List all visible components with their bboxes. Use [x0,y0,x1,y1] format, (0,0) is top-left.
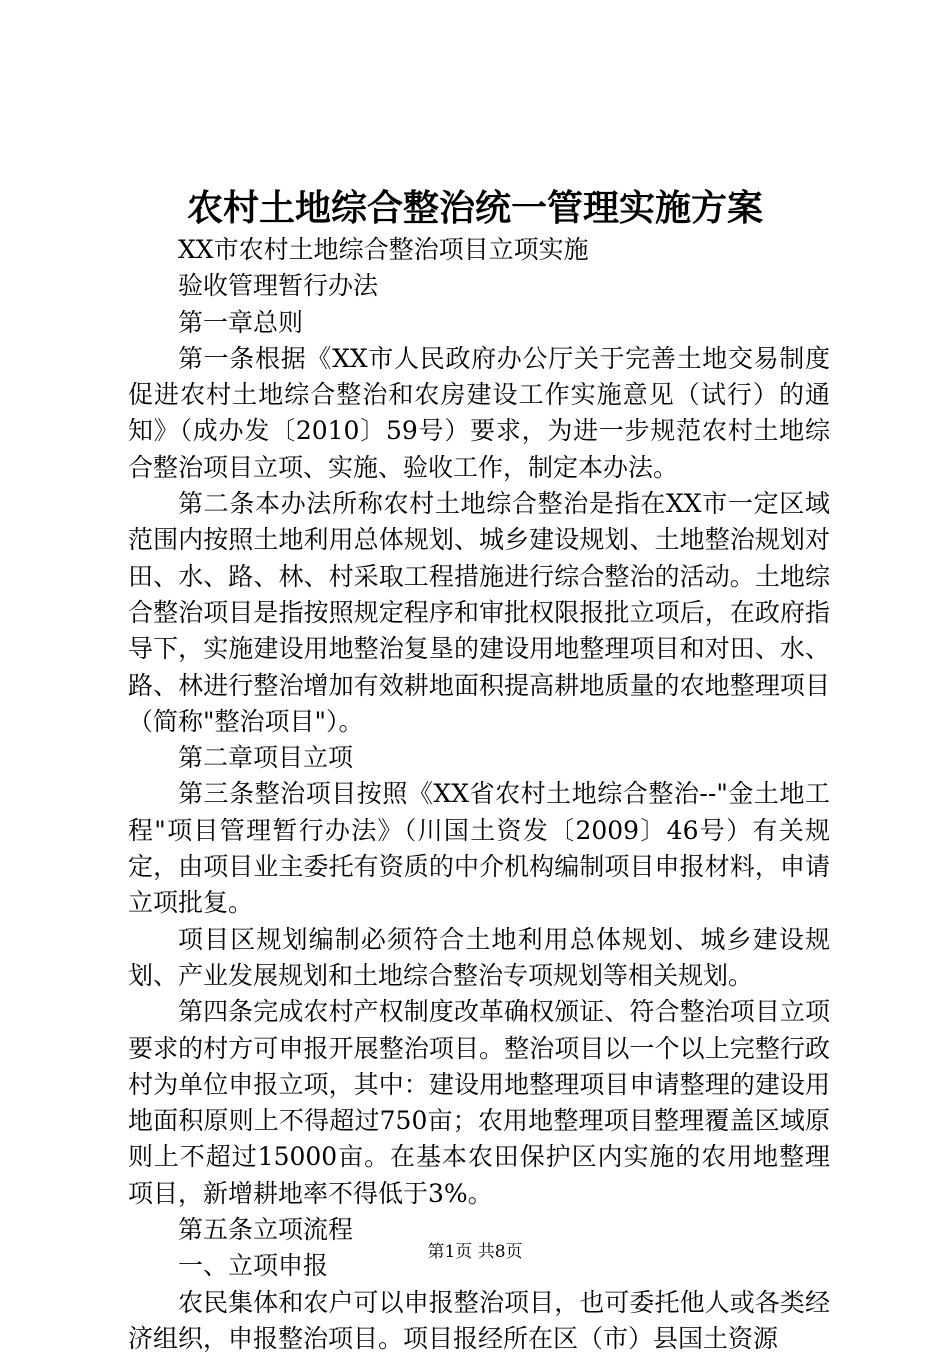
chapter-heading: 第一章总则 [178,307,304,337]
paragraph: 第三条整治项目按照《XX省农村土地综合整治--"金土地工程"项目管理暂行办法》（川国土资发〔2009〕46号）有关规定，由项目业主委托有资质的中介机构编制项目申报材料，申请立项批复。 [128,779,830,918]
page-footer: 第1页 共8页 [427,1242,523,1262]
section-heading: 第五条立项流程 [178,1215,354,1245]
section-heading: 一、立项申报 [178,1251,329,1281]
paragraph: 项目区规划编制必须符合土地利用总体规划、城乡建设规划、产业发展规划和土地综合整治专项规划等相关规划。 [128,924,830,990]
paragraph-subtitle-line1: XX市农村土地综合整治项目立项实施 [178,235,589,264]
paragraph: 第一条根据《XX市人民政府办公厅关于完善土地交易制度促进农村土地综合整治和农房建设工作实施意见（试行）的通知》（成办发〔2010〕59号）要求，为进一步规范农村土地综合整治项目立项、实施、验收工作，制定本办法。 [128,343,830,482]
paragraph: 第二条本办法所称农村土地综合整治是指在XX市一定区域范围内按照土地利用总体规划、城乡建设规划、土地整治规划对田、水、路、林、村采取工程措施进行综合整治的活动。土地综合整治项目是指按照规定程序和审批权限报批立项后，在政府指导下，实施建设用地整治复垦的建设用地整理项目和对田、水、路、林进行整治增加有效耕地面积提高耕地质量的农地整理项目（简称"整治项目"）。 [128,489,830,736]
chapter-heading: 第二章项目立项 [178,743,354,773]
page-title: 农村土地综合整治统一管理实施方案 [186,187,763,229]
paragraph: 农民集体和农户可以申报整治项目，也可委托他人或各类经济组织，申报整治项目。项目报经所在区（市）县国土资源 [128,1287,830,1353]
paragraph-subtitle-line2: 验收管理暂行办法 [178,271,379,301]
document-body [128,232,830,1357]
paragraph: 第四条完成农村产权制度改革确权颁证、符合整治项目立项要求的村方可申报开展整治项目。整治项目以一个以上完整行政村为单位申报立项，其中：建设用地整理项目申请整理的建设用地面积原则上不得超过750亩；农用地整理项目整理覆盖区域原则上不超过15000亩。在基本农田保护区内实施的农用地整理项目，新增耕地率不得低于3%。 [128,997,830,1208]
